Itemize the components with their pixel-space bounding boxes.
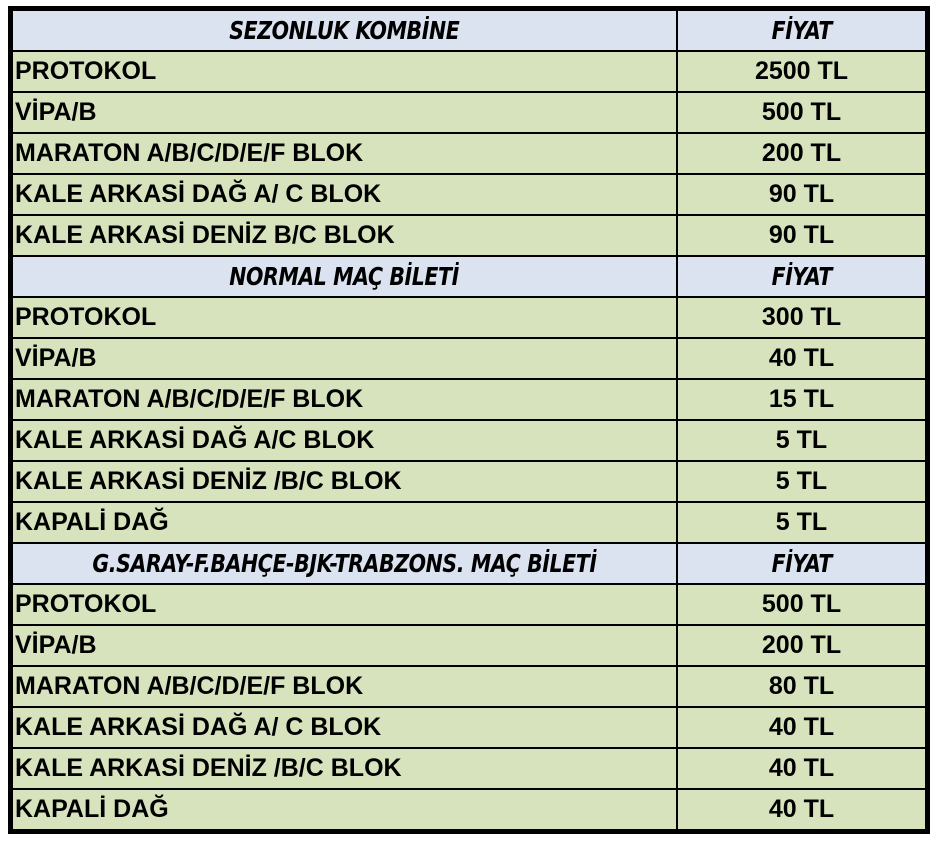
section-header: [12, 256, 926, 297]
price-column-header: FİYAT: [677, 543, 926, 584]
ticket-price: 5 TL: [677, 461, 926, 502]
seat-category: MARATON A/B/C/D/E/F BLOK: [12, 666, 677, 707]
ticket-price: 40 TL: [677, 748, 926, 789]
table-row: [12, 748, 926, 789]
ticket-price: 40 TL: [677, 789, 926, 830]
seat-category: VİPA/B: [12, 338, 677, 379]
ticket-price: 90 TL: [677, 174, 926, 215]
seat-category: PROTOKOL: [12, 584, 677, 625]
table-row: [12, 461, 926, 502]
seat-category: VİPA/B: [12, 625, 677, 666]
price-column-header: FİYAT: [677, 256, 926, 297]
price-table-body: [12, 10, 926, 830]
seat-category: KALE ARKASİ DENİZ /B/C BLOK: [12, 748, 677, 789]
section-header: [12, 543, 926, 584]
seat-category: KALE ARKASİ DAĞ A/ C BLOK: [12, 707, 677, 748]
table-row: [12, 379, 926, 420]
seat-category: PROTOKOL: [12, 297, 677, 338]
ticket-price: 200 TL: [677, 625, 926, 666]
table-row: [12, 502, 926, 543]
ticket-price: 2500 TL: [677, 51, 926, 92]
table-row: [12, 789, 926, 830]
table-row: [12, 174, 926, 215]
seat-category: KALE ARKASİ DAĞ A/C BLOK: [12, 420, 677, 461]
seat-category: VİPA/B: [12, 92, 677, 133]
table-row: [12, 215, 926, 256]
price-table: [11, 9, 927, 831]
table-row: [12, 92, 926, 133]
table-row: [12, 338, 926, 379]
ticket-price: 40 TL: [677, 707, 926, 748]
ticket-price: 5 TL: [677, 502, 926, 543]
seat-category: KAPALİ DAĞ: [12, 502, 677, 543]
ticket-price: 90 TL: [677, 215, 926, 256]
ticket-price: 500 TL: [677, 584, 926, 625]
table-row: [12, 707, 926, 748]
seat-category: MARATON A/B/C/D/E/F BLOK: [12, 133, 677, 174]
ticket-price: 15 TL: [677, 379, 926, 420]
table-row: [12, 666, 926, 707]
seat-category: KAPALİ DAĞ: [12, 789, 677, 830]
table-row: [12, 297, 926, 338]
section-header: [12, 10, 926, 51]
price-column-header: FİYAT: [677, 10, 926, 51]
section-title: G.SARAY-F.BAHÇE-BJK-TRABZONS. MAÇ BİLETİ: [12, 543, 677, 584]
table-row: [12, 584, 926, 625]
section-title: SEZONLUK KOMBİNE: [12, 10, 677, 51]
ticket-price: 300 TL: [677, 297, 926, 338]
table-row: [12, 625, 926, 666]
ticket-price: 5 TL: [677, 420, 926, 461]
ticket-price: 200 TL: [677, 133, 926, 174]
section-title: NORMAL MAÇ BİLETİ: [12, 256, 677, 297]
seat-category: PROTOKOL: [12, 51, 677, 92]
seat-category: KALE ARKASİ DENİZ B/C BLOK: [12, 215, 677, 256]
ticket-price: 40 TL: [677, 338, 926, 379]
seat-category: MARATON A/B/C/D/E/F BLOK: [12, 379, 677, 420]
ticket-price: 80 TL: [677, 666, 926, 707]
ticket-price: 500 TL: [677, 92, 926, 133]
seat-category: KALE ARKASİ DENİZ /B/C BLOK: [12, 461, 677, 502]
table-row: [12, 420, 926, 461]
price-table-sheet: [8, 6, 930, 834]
table-row: [12, 51, 926, 92]
seat-category: KALE ARKASİ DAĞ A/ C BLOK: [12, 174, 677, 215]
table-row: [12, 133, 926, 174]
